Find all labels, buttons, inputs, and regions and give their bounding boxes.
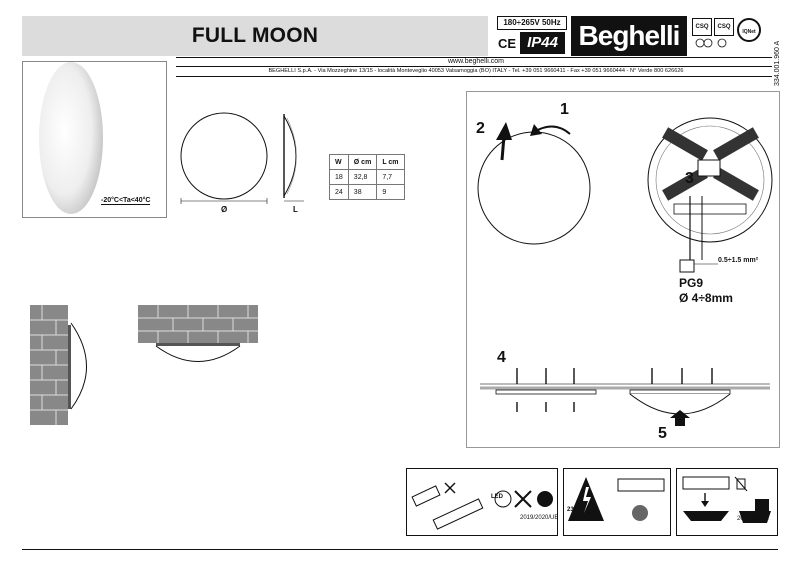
cert-csq2-icon: CSQ [714,18,734,36]
disposal-info-box [676,468,778,536]
step-5-label: 5 [658,425,667,442]
table-cell: 24 [330,185,349,200]
table-cell: 7,7 [377,170,404,185]
cable-gland-label: PG9 [679,276,704,290]
dimensions-table [329,154,405,200]
ip-rating-badge: IP44 [520,32,565,54]
table-cell: 18 [330,170,349,185]
power-warning-box [563,468,671,536]
company-website: www.beghelli.com [447,58,505,65]
ecodesign-directive: 2019/2020/UE [520,515,559,521]
length-label: L [293,205,298,214]
table-cell: 38 [348,185,377,200]
table-header-cell: Ø cm [348,155,377,170]
voltage-zero-label: 0 V [572,516,582,522]
cable-diameter-label: Ø 4÷8mm [679,291,733,305]
cert-csq-icon: CSQ [692,18,712,36]
temperature-range: -20°C<Ta<40°C [101,197,151,204]
waste-disposal-icon [677,469,777,535]
table-header-cell: L cm [377,155,404,170]
page-title: FULL MOON [191,24,319,47]
led-replacement-icon [407,469,557,535]
high-voltage-warning-icon [564,469,670,535]
voltage-warning-label: 230V [567,507,582,513]
brand-logo: Beghelli [571,16,687,56]
product-photo [22,61,167,218]
dimension-drawing [176,110,316,214]
led-info-box [406,468,558,536]
table-row [330,170,405,185]
step-2-label: 2 [476,120,485,137]
company-address: BEGHELLI S.p.A. - Via Mozzeghine 13/15 - località Monteveglio 40053 Valsamoggia (BO) ITALY - Tel. +39 051 9660411 - Fax +39 051 9660444 - N° Verde 800 626626 [268,68,684,74]
ce-mark: CE [497,36,517,51]
voltage-label: 180÷265V 50Hz [497,16,567,30]
document-code: 334.001.960 A [774,40,781,86]
footer-divider [22,549,778,550]
ceiling-mount-diagram [138,305,260,367]
table-cell: 9 [377,185,404,200]
wall-mount-diagram [30,305,98,427]
cert-iqnet-icon: IQNet [737,18,761,42]
address-bottom-divider [176,76,772,77]
led-label: LED [491,494,503,500]
step-4-label: 4 [497,349,506,366]
table-header-row [330,155,405,170]
table-cell: 32,8 [348,170,377,185]
table-row [330,185,405,200]
weee-directive: 2012/19/UE [737,516,769,522]
diameter-label: Ø [221,205,228,214]
address-divider [176,66,772,67]
installation-drawing [470,100,776,440]
wire-section-label: 0.5÷1.5 mm² [718,257,759,264]
step-3-label: 3 [685,170,694,187]
table-header-cell: W [330,155,349,170]
step-1-label: 1 [560,101,569,118]
cert-seal-icon [692,36,732,48]
